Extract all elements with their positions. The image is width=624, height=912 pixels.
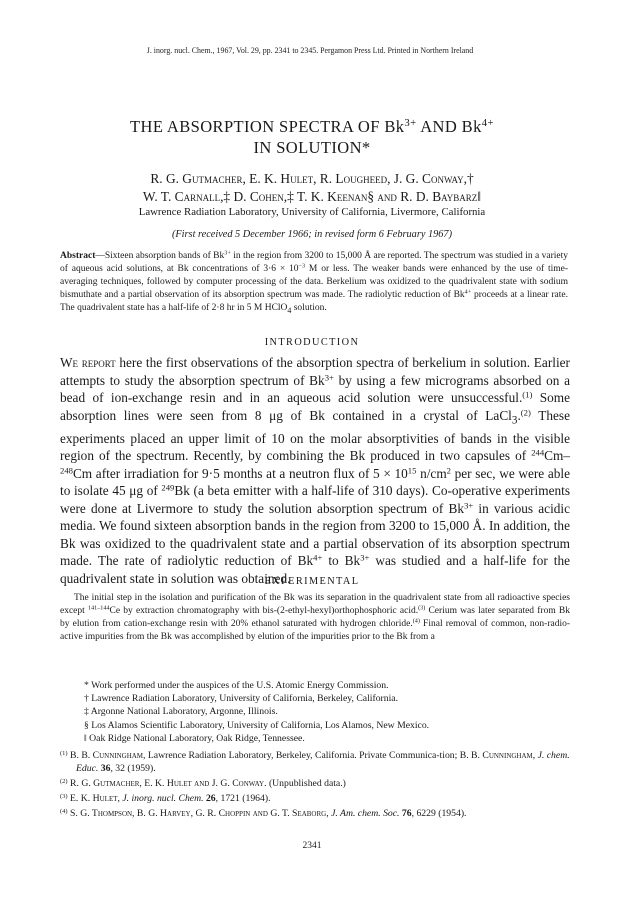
citation-4: (4) [412,618,420,625]
footnote: § Los Alamos Scientific Laboratory, University of California, Los Alamos, New Mexico. [84,719,430,731]
lead-words: We report [60,355,116,370]
citation-1: (1) [522,389,533,400]
footnote: ‡ Argonne National Laboratory, Argonne, Illinois. [84,706,278,718]
experimental-heading: EXPERIMENTAL [264,576,360,587]
journal-citation: J. inorg. nucl. Chem., 1967, Vol. 29, pp. 2341 to 2345. Pergamon Press Ltd. Printed in Northern Ireland [146,46,474,55]
title-line-2: IN SOLUTION* [253,138,371,157]
authors-line-2: W. T. Carnall,‡ D. Cohen,‡ T. K. Keenan§ and R. D. Baybarz‖ [142,189,482,204]
reference-item: $^{(1)}$ B. B. Cunningham, Lawrence Radiation Laboratory, Berkeley, California. Private Communica-tion; B. B. Cunningham, J. chem. Educ. 36, 32 (1959). [60,750,570,775]
introduction-body: We report here the first observations of the absorption spectra of berkelium in solution. Earlier attempts to study the absorption spectrum of $Bk^{3+}$ by using a few micrograms absorbed on a bead of ion-exchange resin and in an aqueous acid solution were unsuccessful.$^{(1)}$ Some absorption lines were seen from 8 μg of Bk contained in a crystal of LaCl$_3$.$^{(2)}$ These experiments placed an upper limit of 10 on the molar absorptivities of bands in the visible region of the spectrum. Recently, by combining the Bk produced in two capsules of $^{244}$Cm–$^{248}$Cm after irradiation for 9·5 months at a neutron flux of $5 \times 10^{15}$ $n/cm^2$ per sec, we were able to isolate 45 μg of $^{249}$Bk (a beta emitter with a half-life of 310 days). Co-operative experiments were done at Livermore to study the solution absorption spectrum of $Bk^{3+}$ in various acidic media. We found sixteen absorption bands in the region from 3200 to 15,000 Å. In addition, the Bk was oxidized to the quadrivalent state and a partial observation of its absorption spectrum made. The rate of radiolytic reduction of $Bk^{4+}$ to $Bk^{3+}$ was studied and a half-life for the quadrivalent state in solution was obtained. [60,355,571,586]
author-list [40,170,584,206]
reference-item: $^{(2)}$ R. G. Gutmacher, E. K. Hulet and J. G. Conway. (Unpublished data.) [60,778,346,790]
page-number: 2341 [302,841,322,851]
authors-line-1: R. G. Gutmacher, E. K. Hulet, R. Lougheed, J. G. Conway,† [150,171,474,186]
introduction-heading: INTRODUCTION [264,337,360,348]
experimental-body: The initial step in the isolation and purification of the Bk was its separation in the quadrivalent state from all radioactive species except $^{141-144}$Ce by extraction chromatography with bis-(2-ethyl-hexyl)orthophosphoric acid.$^{(3)}$ Cerium was later separated from Bk by elution from cation-exchange resin with 20% ethanol saturated with hydrogen chloride.$^{(4)}$ Final removal of common, non-radio-active impurities from the Bk was accomplished by elution of the impurities prior to the Bk from a [60,593,570,643]
article-title: THE ABSORPTION SPECTRA OF $Bk^{3+}$ AND $Bk^{4+}$ IN SOLUTION* [130,117,494,157]
reference-list [60,747,570,820]
reference-item: $^{(3)}$ E. K. Hulet, J. inorg. nucl. Chem. 26, 1721 (1964). [60,793,271,805]
abstract: Abstract—Sixteen absorption bands of $Bk^{3+}$ in the region from 3200 to 15,000 Å are reported. The spectrum was studied in a variety of aqueous acid solutions, at Bk concentrations of $3\cdot 6 \times 10^{-3}$ M or less. The weaker bands were enhanced by the use of time-averaging techniques, followed by computer processing of the data. Berkelium was oxidized to the quadrivalent state with sodium bismuthate and a partial observation of its absorption spectrum was made. The radiolytic reduction of $Bk^{4+}$ proceeds at a linear rate. The quadrivalent state has a half-life of 2·8 hr in 5 M HClO$_4$ solution. [60,250,569,316]
footnotes [84,679,570,745]
footnote: ‖ Oak Ridge National Laboratory, Oak Ridge, Tennessee. [84,732,305,744]
footnote: * Work performed under the auspices of the U.S. Atomic Energy Commission. [84,680,389,691]
affiliation: Lawrence Radiation Laboratory, University of California, Livermore, California [138,206,486,218]
title-text: THE ABSORPTION SPECTRA OF Bk [130,117,405,136]
reference-item: $^{(4)}$ S. G. Thompson, B. G. Harvey, G. R. Choppin and G. T. Seaborg, J. Am. chem. Soc. 76, 6229 (1954). [60,808,467,820]
citation-2: (2) [520,406,531,417]
received-dates: (First received 5 December 1966; in revised form 6 February 1967) [171,229,453,240]
abstract-label: Abstract [60,251,96,261]
footnote: † Lawrence Radiation Laboratory, University of California, Berkeley, California. [84,693,399,705]
citation-3: (3) [418,605,426,612]
